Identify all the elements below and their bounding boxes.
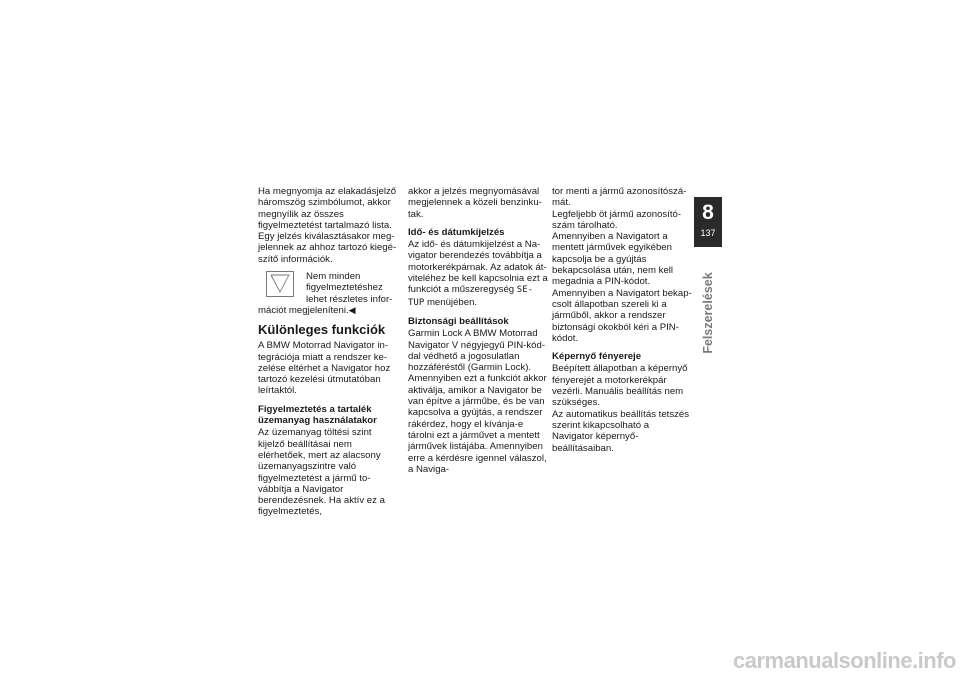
heading-reserve-warning: Figyelmeztetés a tartalék üzemanyag használatakor [258,403,377,427]
note-text-cont: mációt megjeleníteni.◀ [258,304,356,316]
warning-triangle-icon [266,271,294,297]
section-side-label: Felszerelések [701,272,715,354]
paragraph: Amennyiben a Navigatort a mentett járművek egyikében kapcsolja be a gyújtás bekapcsolása után, nem kell megadnia a PIN-kódot. Amennyiben a Navigatort bekapcsolt állapotban szereli ki a járműből, akkor a rendszer biztonsági okokból kéri a PIN-kódot. [552,231,692,344]
text-column-3 [552,186,692,454]
paragraph: Garmin Lock A BMW Motorrad Navigator V négyjegyű PIN-kóddal védhető a jogosulatlan hozzáféréstől (Garmin Lock). Amennyiben ezt a funkciót akkor aktiválja, amikor a Navigator be van építve a járműbe, és be van kapcsolva a gyújtás, a rendszer rákérdez, hogy el kívánja-e tárolni ezt a járművet a mentett járművek listájába. Amennyiben erre a kérdésre igennel válaszol, a Naviga- [408,328,547,475]
menu-setup-label-cont: TUP [408,297,425,308]
paragraph: Az idő- és dátumkijelzést a Navigator berendezés továbbítja a motorkerékpárnak. Az adatok átviteléhez be kell kapcsolnia ezt a funkciót a műszeregység SE- TUP menüjében. [408,239,548,308]
text-column-1 [258,186,398,518]
paragraph: A BMW Motorrad Navigator integrációja miatt a rendszer kezelése eltérhet a Navigator hoz tartozó kezelési útmutatóban leírtaktól. [258,340,391,397]
page-number: 137 [700,228,716,238]
paragraph: Legfeljebb öt jármű azonosítószám tárolható. [552,208,682,231]
paragraph: Az üzemanyag töltési szint kijelző beállításai nem elérhetőek, mert az alacsony üzemanyagszintre való figyelmeztetést a jármű továbbítja a Navigator berendezésnek. Ha aktív ez a figyelmeztetés, [258,427,385,518]
menu-setup-label: SE- [516,285,534,296]
note-text: Nem minden figyelmeztetéshez lehet részletes infor- [306,271,393,305]
end-mark-icon: ◀ [348,304,356,315]
note-block [258,271,398,316]
paragraph: Egy jelzés kiválasztásakor megjelennek az ahhoz tartozó kiegészítő információk. [258,231,397,265]
watermark: carmanualsonline.info [733,648,956,673]
paragraph: Beépített állapotban a képernyő fényerejét a motorkerékpár vezérli. Manuális beállítás nem szükséges. [552,363,688,409]
paragraph: akkor a jelzés megnyomásával megjelennek a közeli benzinkutak. [408,186,542,220]
paragraph: Ha megnyomja az elakadásjelző háromszög szimbólumot, akkor megnyílik az összes figyelmeztetést tartalmazó lista. [258,186,397,231]
text-column-2 [408,186,548,475]
heading-security: Biztonsági beállítások [408,315,509,327]
heading-screen-brightness: Képernyő fényereje [552,351,642,363]
chapter-tab [694,197,722,247]
paragraph: tor menti a jármű azonosítószámát. [552,186,687,209]
chapter-number: 8 [702,201,714,224]
heading-special-functions: Különleges funkciók [258,322,386,338]
paragraph: Az automatikus beállítás tetszés szerint kikapcsolható a Navigator képernyő-beállításaiban. [552,408,690,454]
heading-time-date: Idő- és dátumkijelzés [408,226,505,238]
